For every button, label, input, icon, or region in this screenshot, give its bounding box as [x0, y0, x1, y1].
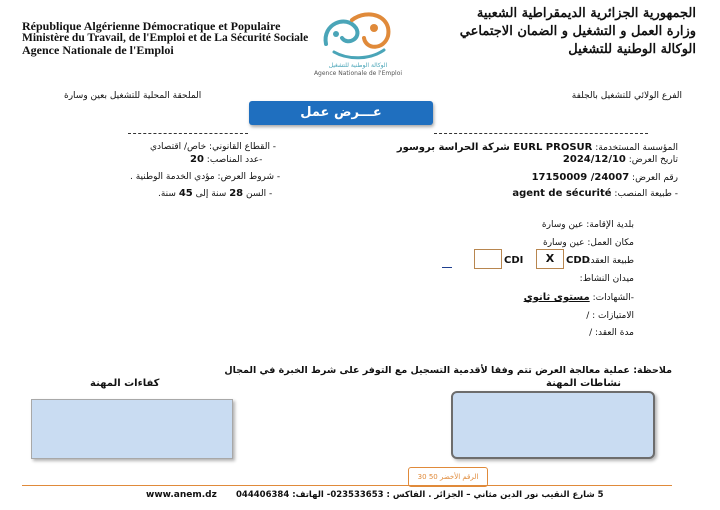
green-number-badge: الرقم الأخضر 50 30: [408, 467, 488, 487]
post-value: agent de sécurité: [512, 188, 612, 199]
certificates-label: -الشهادات:: [592, 293, 634, 303]
age-mid: سنة إلى: [195, 189, 227, 199]
footer-address: 5 شارع النقيب نور الدين مثاني – الجزائر . الفاكس : 023533653- الهاتف: 044406384: [236, 490, 604, 500]
post-label: - طبيعة المنصب:: [614, 189, 678, 199]
number-value: 17150009 /24007: [531, 172, 630, 183]
header-ar-line1: الجمهورية الجزائرية الديمقراطية الشعبية: [476, 6, 696, 21]
activities-heading: نشاطات المهنة: [546, 378, 622, 389]
footer-website[interactable]: www.anem.dz: [146, 490, 217, 500]
note-text: ملاحظة: عملية معالجة العرض تتم وفقا لأقدمية التسجيل مع التوفر على شرط الخبرة في المجال: [224, 365, 672, 376]
certificates-row: [524, 292, 634, 303]
date-label: تاريخ العرض:: [628, 155, 678, 165]
anem-logo: [312, 6, 404, 80]
cdd-checkbox[interactable]: X: [536, 249, 564, 269]
residence-row: بلدية الإقامة: عين وسارة: [541, 220, 634, 230]
age-row: [158, 188, 272, 199]
age-prefix: - السن: [245, 189, 273, 199]
positions-value: 20: [190, 154, 204, 165]
footer-divider: [22, 485, 672, 486]
activities-panel: [451, 391, 655, 459]
contract-underline: [442, 267, 452, 268]
employer-label: المؤسسة المستخدمة:: [595, 143, 678, 153]
cdi-label: CDI: [504, 255, 524, 266]
date-row: [563, 154, 678, 165]
header-fr-line2: Ministère du Travail, de l'Emploi et de La Sécurité Sociale: [22, 32, 309, 44]
positions-row: [190, 154, 262, 165]
header-ar-line2: وزارة العمل و التشغيل و الضمان الاجتماعي: [459, 24, 696, 39]
employer-row: [397, 142, 678, 153]
contract-label: طبيعة العقد:: [587, 256, 634, 266]
field-row: ميدان النشاط:: [579, 274, 634, 284]
competencies-heading: كفاءات المهنة: [90, 378, 160, 389]
header-fr-line1: République Algérienne Démocratique et Populaire: [22, 19, 281, 33]
logo-icon: [312, 6, 404, 62]
offer-title: عـــرض عمل: [249, 101, 433, 125]
post-row: [512, 188, 678, 199]
header-ar-line3: الوكالة الوطنية للتشغيل: [568, 42, 696, 57]
cdi-checkbox[interactable]: [474, 249, 502, 269]
age-suffix: سنة.: [158, 189, 176, 199]
number-label: رقم العرض:: [632, 173, 678, 183]
logo-fr-text: Agence Nationale de l'Emploi: [313, 70, 403, 77]
competencies-panel: [31, 399, 233, 459]
divider-left: [128, 133, 248, 134]
workplace-row: مكان العمل: عين وسارة: [543, 238, 634, 248]
age-min: 28: [229, 188, 244, 199]
employer-value: EURL PROSUR شركة الحراسة بروسور: [396, 142, 593, 153]
number-row: [532, 172, 678, 183]
divider-right: [434, 133, 648, 134]
sector-row: - القطاع القانوني: خاص/ اقتصادي: [150, 142, 277, 152]
positions-label: -عدد المناصب:: [206, 155, 263, 165]
conditions-row: - شروط العرض: مؤدي الخدمة الوطنية .: [130, 172, 281, 182]
logo-ar-text: الوكالة الوطنية للتشغيل: [328, 62, 388, 69]
privileges-row: الامتيازات : /: [586, 311, 634, 321]
date-value: 2024/12/10: [562, 154, 626, 165]
header-fr-line3: Agence Nationale de l'Emploi: [22, 43, 174, 57]
cdd-label: CDD: [566, 255, 590, 266]
age-max: 45: [178, 188, 193, 199]
branch-right: الفرع الولائي للتشغيل بالجلفة: [571, 91, 682, 101]
certificates-value: مستوى ثانوي: [523, 292, 590, 303]
duration-row: مدة العقد: /: [589, 328, 634, 338]
branch-left: الملحقة المحلية للتشغيل بعين وسارة: [64, 91, 202, 101]
